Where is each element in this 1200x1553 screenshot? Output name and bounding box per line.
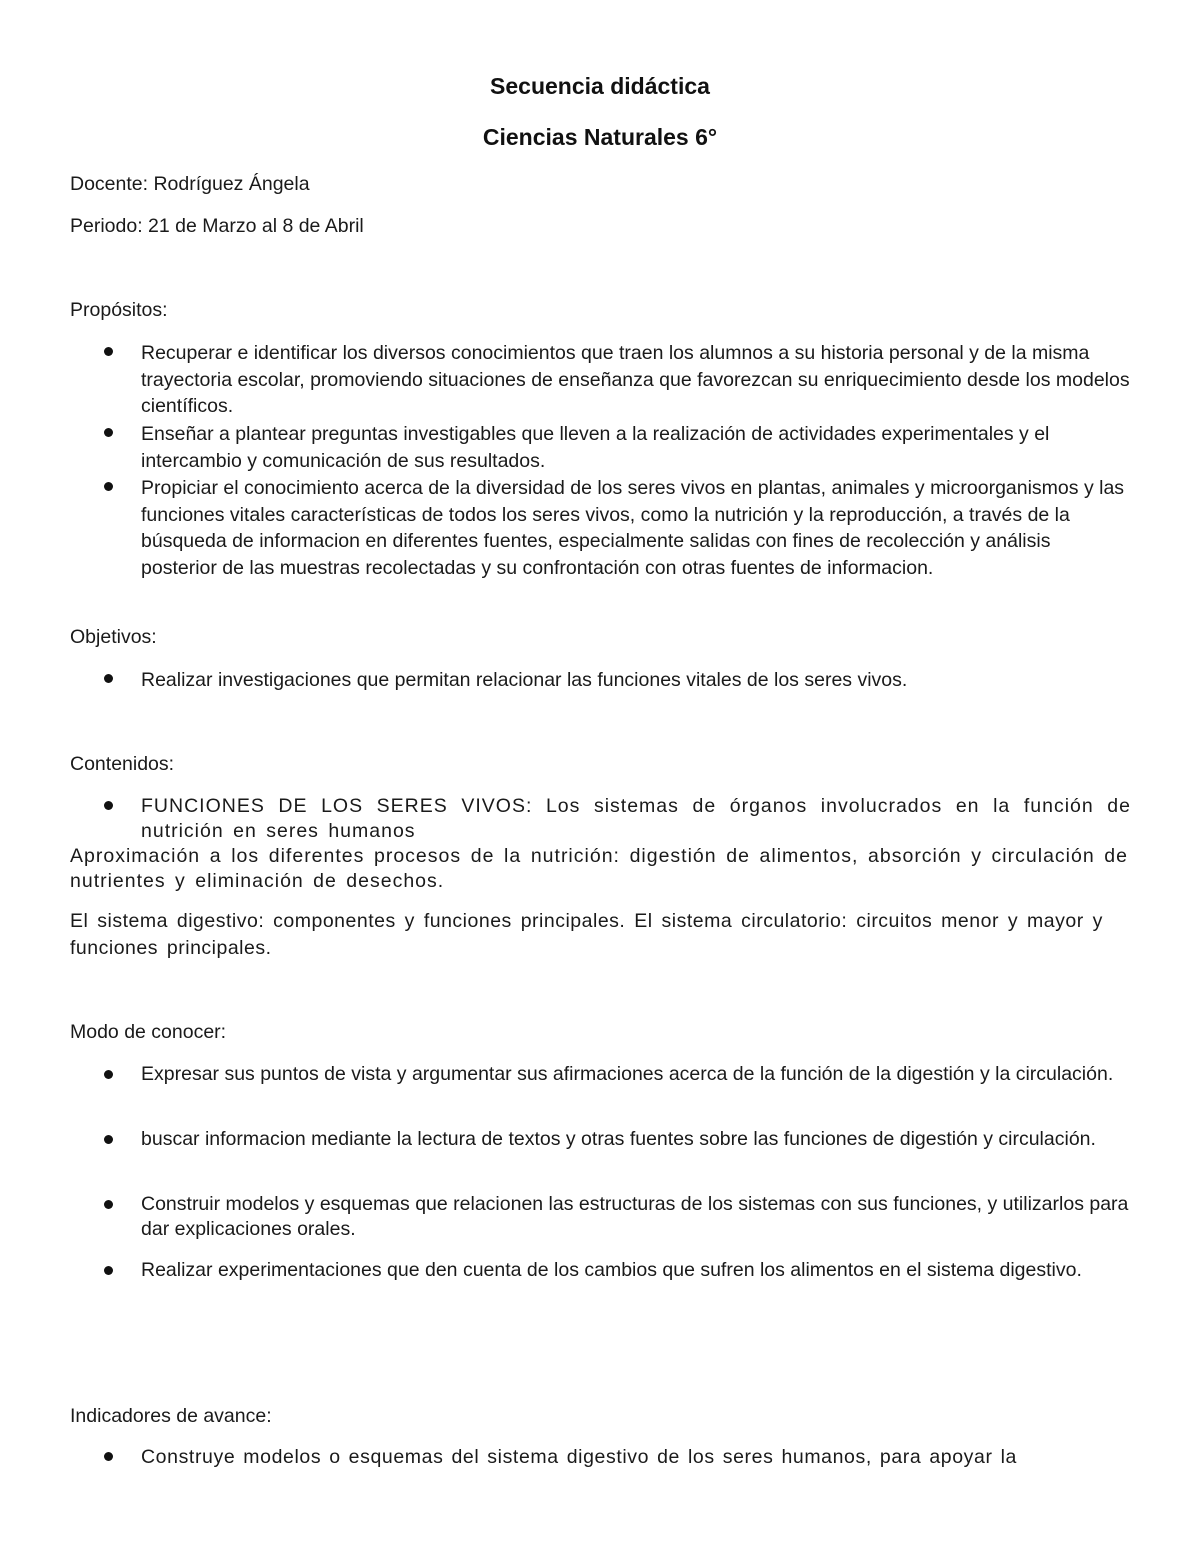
progress-indicators-heading: Indicadores de avance:: [70, 1405, 272, 1427]
bullet-icon: [104, 1200, 113, 1209]
ways-item: Expresar sus puntos de vista y argumentar sus afirmaciones acerca de la función de la digestión y la circulación.: [141, 1063, 1114, 1085]
purpose-item: Propiciar el conocimiento acerca de la diversidad de los seres vivos en plantas, animales y microorganismos y las funciones vitales características de todos los seres vivos, como la nutrición y la reproducción, a través de la búsqueda de informacion en diferentes fuentes, especialmente salidas con fines de recolección y análisis posterior de las muestras recolectadas y su confrontación con otras fuentes de informacion.: [141, 477, 1125, 579]
document-title: Secuencia didáctica: [490, 73, 710, 99]
ways-item: Construir modelos y esquemas que relacionen las estructuras de los sistemas con sus funciones, y utilizarlos para dar explicaciones orales.: [141, 1193, 1129, 1240]
indicator-item: Construye modelos o esquemas del sistema digestivo de los seres humanos, para apoyar la: [141, 1446, 1017, 1468]
bullet-icon: [104, 801, 113, 810]
document-subtitle: Ciencias Naturales 6°: [482, 124, 718, 150]
purpose-item: Recuperar e identificar los diversos conocimientos que traen los alumnos a su historia personal y de la misma trayectoria escolar, promoviendo situaciones de enseñanza que favorezcan su enriquecimiento desde los modelos científicos.: [141, 342, 1130, 417]
bullet-icon: [104, 1135, 113, 1144]
teacher-line: Docente: Rodríguez Ángela: [70, 173, 310, 195]
bullet-icon: [104, 1452, 113, 1461]
purposes-heading: Propósitos:: [70, 299, 168, 321]
period-line: Periodo: 21 de Marzo al 8 de Abril: [70, 215, 364, 237]
objectives-heading: Objetivos:: [70, 626, 157, 648]
contents-paragraph: El sistema digestivo: componentes y funciones principales. El sistema circulatorio: circuitos menor y mayor y funciones principales.: [70, 910, 1103, 959]
content-item: FUNCIONES DE LOS SERES VIVOS: Los sistemas de órganos involucrados en la función de nutrición en seres humanos: [141, 795, 1131, 842]
objective-item: Realizar investigaciones que permitan relacionar las funciones vitales de los seres vivos.: [141, 669, 908, 691]
bullet-icon: [104, 482, 113, 491]
bullet-icon: [104, 1070, 113, 1079]
contents-paragraph: Aproximación a los diferentes procesos de la nutrición: digestión de alimentos, absorción y circulación de nutrientes y eliminación de desechos.: [70, 845, 1128, 892]
ways-item: Realizar experimentaciones que den cuenta de los cambios que sufren los alimentos en el sistema digestivo.: [141, 1259, 1082, 1281]
contents-heading: Contenidos:: [70, 753, 175, 775]
ways-item: buscar informacion mediante la lectura de textos y otras fuentes sobre las funciones de digestión y circulación.: [141, 1128, 1096, 1150]
bullet-icon: [104, 428, 113, 437]
purpose-item: Enseñar a plantear preguntas investigables que lleven a la realización de actividades experimentales y el intercambio y comunicación de sus resultados.: [141, 423, 1050, 472]
bullet-icon: [104, 1266, 113, 1275]
bullet-icon: [104, 347, 113, 356]
bullet-icon: [104, 674, 113, 683]
ways-of-knowing-heading: Modo de conocer:: [70, 1021, 227, 1043]
